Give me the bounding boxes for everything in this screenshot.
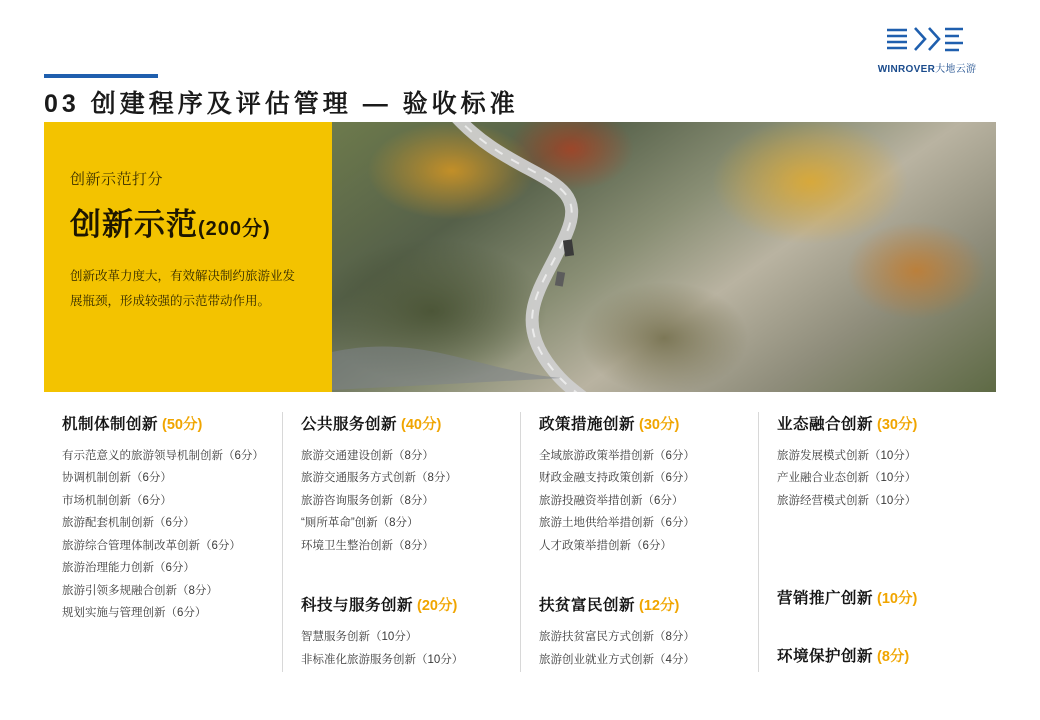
list-item: 旅游扶贫富民方式创新（8分） bbox=[539, 631, 695, 644]
criteria-group-title: 扶贫富民创新 bbox=[539, 597, 636, 615]
list-item: 旅游咨询服务创新（8分） bbox=[301, 494, 434, 507]
list-item: 全域旅游政策举措创新（6分） bbox=[539, 450, 695, 462]
criteria-group-title: 科技与服务创新 bbox=[301, 597, 414, 615]
criteria-group bbox=[777, 586, 978, 608]
list-item: “厕所革命”创新（8分） bbox=[301, 517, 419, 530]
criteria-column bbox=[520, 412, 758, 672]
list-item: 人才政策举措创新（6分） bbox=[539, 539, 672, 552]
list-item: 旅游创业就业方式创新（4分） bbox=[539, 653, 695, 666]
criteria-group bbox=[539, 593, 740, 671]
list-item: 旅游经营模式创新（10分） bbox=[777, 494, 917, 507]
logo-brand: WINROVER bbox=[877, 64, 936, 75]
list-item: 旅游投融资举措创新（6分） bbox=[539, 494, 684, 507]
criteria-group-score: (30分) bbox=[877, 417, 918, 433]
list-item: 财政金融支持政策创新（6分） bbox=[539, 472, 695, 485]
criteria-group-header bbox=[301, 593, 502, 615]
list-item: 规划实施与管理创新（6分） bbox=[62, 606, 207, 619]
criteria-group-header bbox=[301, 412, 502, 434]
road-overlay-graphic bbox=[332, 122, 996, 392]
list-item: 市场机制创新（6分） bbox=[62, 494, 172, 507]
list-item: 旅游交通服务方式创新（8分） bbox=[301, 472, 457, 485]
criteria-list bbox=[539, 626, 740, 671]
criteria-group bbox=[777, 644, 978, 666]
hero-description: 创新改革力度大，有效解决制约旅游业发展瓶颈，形成较强的示范带动作用。 bbox=[70, 269, 296, 308]
list-item: 旅游治理能力创新（6分） bbox=[62, 562, 195, 575]
list-item: 旅游土地供给举措创新（6分） bbox=[539, 517, 695, 530]
criteria-list bbox=[301, 626, 502, 671]
spacer bbox=[777, 624, 978, 644]
criteria-group-header bbox=[62, 412, 264, 434]
spacer bbox=[301, 573, 502, 593]
criteria-group-title: 机制体制创新 bbox=[62, 416, 159, 433]
list-item: 产业融合业态创新（10分） bbox=[777, 472, 917, 485]
criteria-group-title: 政策措施创新 bbox=[539, 416, 636, 433]
hero-kicker: 创新示范打分 bbox=[70, 171, 164, 188]
title-underline bbox=[44, 74, 158, 78]
criteria-list bbox=[777, 445, 978, 512]
list-item: 旅游引领多规融合创新（8分） bbox=[62, 584, 218, 597]
criteria-group bbox=[539, 412, 740, 557]
criteria-group-header bbox=[777, 644, 978, 666]
list-item: 旅游交通建设创新（8分） bbox=[301, 450, 434, 462]
list-item: 非标准化旅游服务创新（10分） bbox=[301, 653, 464, 666]
criteria-columns bbox=[44, 412, 996, 672]
list-item: 有示范意义的旅游领导机制创新（6分） bbox=[62, 450, 264, 462]
hero-banner bbox=[44, 122, 996, 392]
logo-text bbox=[862, 60, 992, 75]
criteria-group-score: (30分) bbox=[639, 417, 680, 433]
criteria-group-title: 公共服务创新 bbox=[301, 416, 398, 433]
criteria-group-score: (12分) bbox=[639, 598, 680, 615]
criteria-column bbox=[282, 412, 520, 672]
criteria-group-score: (50分) bbox=[162, 417, 203, 433]
criteria-group-score: (10分) bbox=[877, 591, 918, 608]
criteria-group-score: (20分) bbox=[417, 598, 458, 615]
list-item: 旅游配套机制创新（6分） bbox=[62, 517, 195, 530]
criteria-group bbox=[301, 412, 502, 557]
criteria-column bbox=[44, 412, 282, 672]
logo-brand-cn: 大地云游 bbox=[935, 64, 977, 75]
criteria-group-header bbox=[539, 593, 740, 615]
hero-text-panel bbox=[44, 122, 332, 392]
hero-heading-text: 创新示范 bbox=[70, 207, 198, 242]
list-item: 智慧服务创新（10分） bbox=[301, 631, 418, 644]
list-item: 环境卫生整治创新（8分） bbox=[301, 539, 434, 552]
criteria-group-header bbox=[539, 412, 740, 434]
winrover-logo-icon bbox=[881, 22, 973, 56]
criteria-group-title: 业态融合创新 bbox=[777, 416, 874, 433]
criteria-group bbox=[301, 593, 502, 671]
criteria-group-title: 环境保护创新 bbox=[777, 648, 874, 666]
criteria-group-header bbox=[777, 586, 978, 608]
criteria-group-title: 营销推广创新 bbox=[777, 590, 874, 608]
criteria-group bbox=[62, 412, 264, 624]
criteria-group-score: (8分) bbox=[877, 649, 910, 666]
spacer bbox=[539, 573, 740, 593]
criteria-list bbox=[539, 445, 740, 557]
page-title: 03 创建程序及评估管理 — 验收标准 bbox=[44, 90, 519, 118]
criteria-group-header bbox=[777, 412, 978, 434]
list-item: 旅游综合管理体制改革创新（6分） bbox=[62, 539, 241, 552]
criteria-column bbox=[758, 412, 996, 672]
criteria-list bbox=[301, 445, 502, 557]
criteria-group-score: (40分) bbox=[401, 417, 442, 433]
hero-heading bbox=[70, 199, 306, 244]
spacer bbox=[777, 528, 978, 586]
criteria-list bbox=[62, 445, 264, 624]
logo bbox=[862, 22, 992, 75]
list-item: 协调机制创新（6分） bbox=[62, 472, 172, 485]
list-item: 旅游发展模式创新（10分） bbox=[777, 450, 917, 462]
criteria-group bbox=[777, 412, 978, 512]
hero-score: (200分) bbox=[198, 218, 271, 240]
